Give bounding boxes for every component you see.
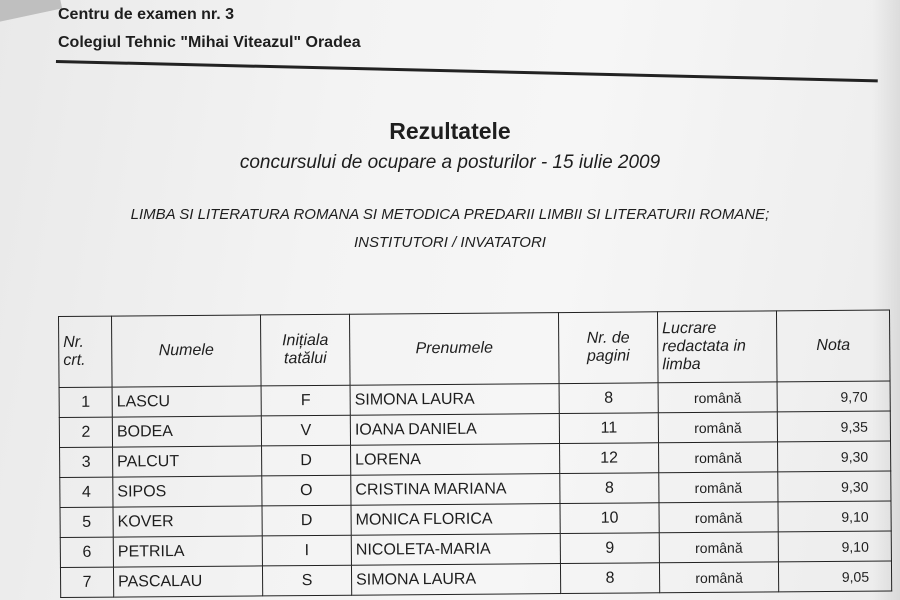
row-limba: română <box>659 502 778 533</box>
table-header-row <box>59 310 891 388</box>
row-number: 2 <box>59 417 112 447</box>
results-table-wrapper <box>58 309 892 598</box>
results-table <box>58 309 892 598</box>
row-number: 6 <box>60 537 113 567</box>
row-prenumele: NICOLETA-MARIA <box>351 534 560 566</box>
page-title: Rezultatele <box>389 118 511 144</box>
col-nota-header: Nota <box>776 310 890 382</box>
row-number: 7 <box>60 567 113 597</box>
row-prenumele: SIMONA LAURA <box>350 384 559 416</box>
subject-line-1: LIMBA SI LITERATURA ROMANA SI METODICA PREDARII LIMBII SI LITERATURII ROMANE; <box>130 206 770 223</box>
row-numele: PASCALAU <box>113 566 262 597</box>
row-initiala: F <box>261 385 350 416</box>
col-numele-header: Numele <box>112 315 262 387</box>
row-numele: SIPOS <box>113 476 262 507</box>
exam-center-line: Centru de examen nr. 3 <box>58 6 235 23</box>
col-nr-header: Nr. crt. <box>59 316 113 387</box>
row-number: 1 <box>59 387 112 417</box>
row-limba: română <box>659 532 778 563</box>
school-name-line: Colegiul Tehnic "Mihai Viteazul" Oradea <box>58 34 361 51</box>
row-pagini: 8 <box>560 473 659 504</box>
row-numele: BODEA <box>112 416 261 447</box>
row-initiala: O <box>262 475 351 506</box>
row-nota: 9,30 <box>778 471 891 502</box>
row-nota: 9,05 <box>778 561 891 592</box>
row-prenumele: MONICA FLORICA <box>351 504 560 536</box>
row-nota: 9,70 <box>777 381 890 412</box>
subject-line-2: INSTITUTORI / INVATATORI <box>354 234 546 251</box>
row-limba: română <box>658 412 777 443</box>
paper-curl <box>0 0 62 23</box>
row-number: 5 <box>60 507 113 537</box>
row-pagini: 12 <box>560 443 659 474</box>
row-number: 4 <box>60 477 113 507</box>
row-nota: 9,35 <box>777 411 890 442</box>
row-nota: 9,10 <box>778 501 891 532</box>
page-subtitle: concursului de ocupare a posturilor - 15 iulie 2009 <box>239 152 661 173</box>
col-pagini-header: Nr. de pagini <box>558 312 658 384</box>
row-nota: 9,30 <box>778 441 891 472</box>
row-initiala: I <box>262 535 351 566</box>
row-numele: KOVER <box>113 506 262 537</box>
row-limba: română <box>658 382 777 413</box>
row-limba: română <box>659 562 778 593</box>
row-pagini: 10 <box>560 503 659 534</box>
row-prenumele: SIMONA LAURA <box>351 564 560 596</box>
row-initiala: D <box>262 445 351 476</box>
row-limba: română <box>659 442 778 473</box>
row-limba: română <box>659 472 778 503</box>
row-prenumele: LORENA <box>351 444 560 476</box>
row-number: 3 <box>60 447 113 477</box>
row-numele: PALCUT <box>113 446 262 477</box>
row-prenumele: CRISTINA MARIANA <box>351 474 560 506</box>
col-prenumele-header: Prenumele <box>349 313 559 386</box>
row-pagini: 9 <box>560 533 659 564</box>
table-row <box>60 561 891 598</box>
col-initiala-header: Inițiala tatălui <box>260 314 350 386</box>
header-rule <box>56 60 878 82</box>
row-pagini: 11 <box>559 413 658 444</box>
row-initiala: V <box>261 415 350 446</box>
row-initiala: D <box>262 505 351 536</box>
row-numele: LASCU <box>112 386 261 417</box>
col-limba-header: Lucrare redactata in limba <box>657 311 777 383</box>
row-nota: 9,10 <box>778 531 891 562</box>
row-initiala: S <box>262 565 351 596</box>
row-pagini: 8 <box>560 563 659 594</box>
row-prenumele: IOANA DANIELA <box>350 414 559 446</box>
row-pagini: 8 <box>559 383 658 414</box>
row-numele: PETRILA <box>113 536 262 567</box>
